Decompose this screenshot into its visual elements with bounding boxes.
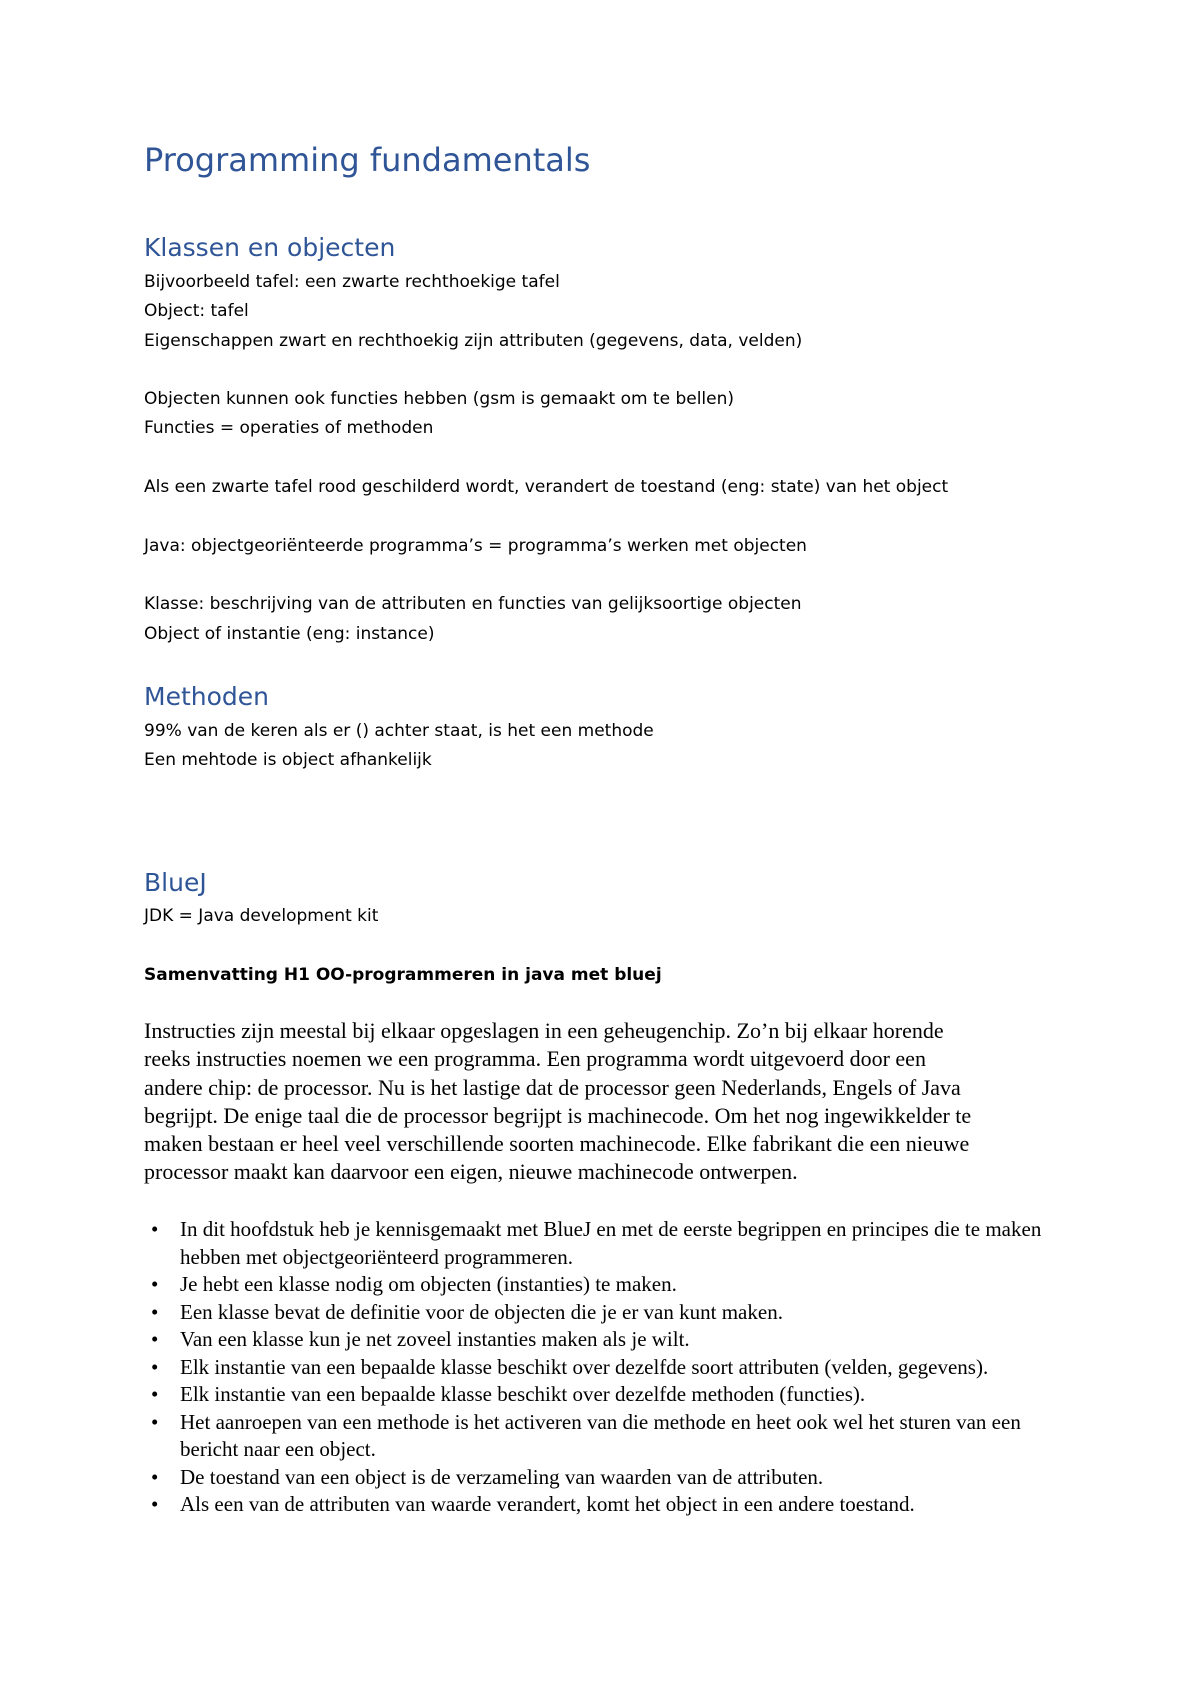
text-line: Functies = operaties of methoden bbox=[144, 418, 434, 438]
bullet-icon: • bbox=[151, 1382, 159, 1406]
summary-bullet-list bbox=[144, 1216, 1084, 1519]
body-paragraph bbox=[144, 1017, 1084, 1187]
list-item bbox=[144, 1409, 1084, 1464]
heading-methoden: Methoden bbox=[144, 682, 269, 711]
document-title: Programming fundamentals bbox=[144, 141, 591, 179]
paragraph-line: Instructies zijn meestal bij elkaar opgeslagen in een geheugenchip. Zo’n bij elkaar horende bbox=[144, 1018, 944, 1043]
list-item bbox=[144, 1381, 1084, 1409]
text-line: Eigenschappen zwart en rechthoekig zijn attributen (gegevens, data, velden) bbox=[144, 331, 803, 351]
list-item-text: Als een van de attributen van waarde verandert, komt het object in een andere toestand. bbox=[180, 1492, 915, 1516]
list-item-text: Elk instantie van een bepaalde klasse beschikt over dezelfde soort attributen (velden, gegevens). bbox=[180, 1354, 989, 1379]
list-item-text: In dit hoofdstuk heb je kennisgemaakt met BlueJ en met de eerste begrippen en principes die te maken hebben met objectgeoriënteerd programmeren. bbox=[180, 1217, 1042, 1269]
paragraph-line: reeks instructies noemen we een programma. Een programma wordt uitgevoerd door een bbox=[144, 1046, 926, 1072]
text-line: Als een zwarte tafel rood geschilderd wordt, verandert de toestand (eng: state) van het object bbox=[144, 477, 949, 497]
text-line: Object: tafel bbox=[144, 301, 249, 321]
list-item-text: De toestand van een object is de verzameling van waarden van de attributen. bbox=[180, 1464, 824, 1489]
paragraph-line: begrijpt. De enige taal die de processor begrijpt is machinecode. Om het nog ingewikkelder te bbox=[144, 1102, 972, 1128]
heading-klassen-en-objecten: Klassen en objecten bbox=[144, 233, 396, 262]
heading-bluej: BlueJ bbox=[144, 868, 207, 897]
list-item bbox=[144, 1354, 1084, 1382]
list-item-text: Elk instantie van een bepaalde klasse beschikt over dezelfde methoden (functies). bbox=[180, 1382, 866, 1406]
bullet-icon: • bbox=[151, 1327, 159, 1351]
text-line: JDK = Java development kit bbox=[144, 906, 379, 926]
paragraph-line: andere chip: de processor. Nu is het lastige dat de processor geen Nederlands, Engels of Java bbox=[144, 1074, 961, 1100]
bullet-icon: • bbox=[151, 1492, 159, 1516]
list-item-text: Het aanroepen van een methode is het activeren van die methode en heet ook wel het sturen van een bericht naar een object. bbox=[180, 1409, 1021, 1461]
text-line: Java: objectgeoriënteerde programma’s = programma’s werken met objecten bbox=[144, 536, 807, 556]
bullet-icon: • bbox=[151, 1354, 159, 1379]
list-item bbox=[144, 1326, 1084, 1354]
text-line: Objecten kunnen ook functies hebben (gsm is gemaakt om te bellen) bbox=[144, 389, 735, 409]
bullet-icon: • bbox=[151, 1217, 159, 1241]
list-item-text: Van een klasse kun je net zoveel instanties maken als je wilt. bbox=[180, 1327, 690, 1351]
text-line: 99% van de keren als er () achter staat, is het een methode bbox=[144, 721, 654, 741]
list-item bbox=[144, 1216, 1084, 1271]
text-line: Een mehtode is object afhankelijk bbox=[144, 750, 432, 770]
paragraph-line: processor maakt kan daarvoor een eigen, nieuwe machinecode ontwerpen. bbox=[144, 1159, 798, 1185]
paragraph-line: maken bestaan er heel veel verschillende soorten machinecode. Elke fabrikant die een nieuwe bbox=[144, 1131, 970, 1157]
text-line: Object of instantie (eng: instance) bbox=[144, 624, 435, 644]
list-item-text: Een klasse bevat de definitie voor de objecten die je er van kunt maken. bbox=[180, 1299, 783, 1324]
bullet-icon: • bbox=[151, 1299, 159, 1324]
summary-title: Samenvatting H1 OO-programmeren in java met bluej bbox=[144, 965, 662, 985]
bullet-icon: • bbox=[151, 1409, 159, 1434]
bullet-icon: • bbox=[151, 1272, 159, 1296]
text-line: Klasse: beschrijving van de attributen en functies van gelijksoortige objecten bbox=[144, 594, 802, 614]
list-item-text: Je hebt een klasse nodig om objecten (instanties) te maken. bbox=[180, 1272, 677, 1296]
list-item bbox=[144, 1299, 1084, 1327]
list-item bbox=[144, 1464, 1084, 1492]
bullet-icon: • bbox=[151, 1464, 159, 1489]
list-item bbox=[144, 1491, 1084, 1519]
text-line: Bijvoorbeeld tafel: een zwarte rechthoekige tafel bbox=[144, 272, 560, 292]
list-item bbox=[144, 1271, 1084, 1299]
